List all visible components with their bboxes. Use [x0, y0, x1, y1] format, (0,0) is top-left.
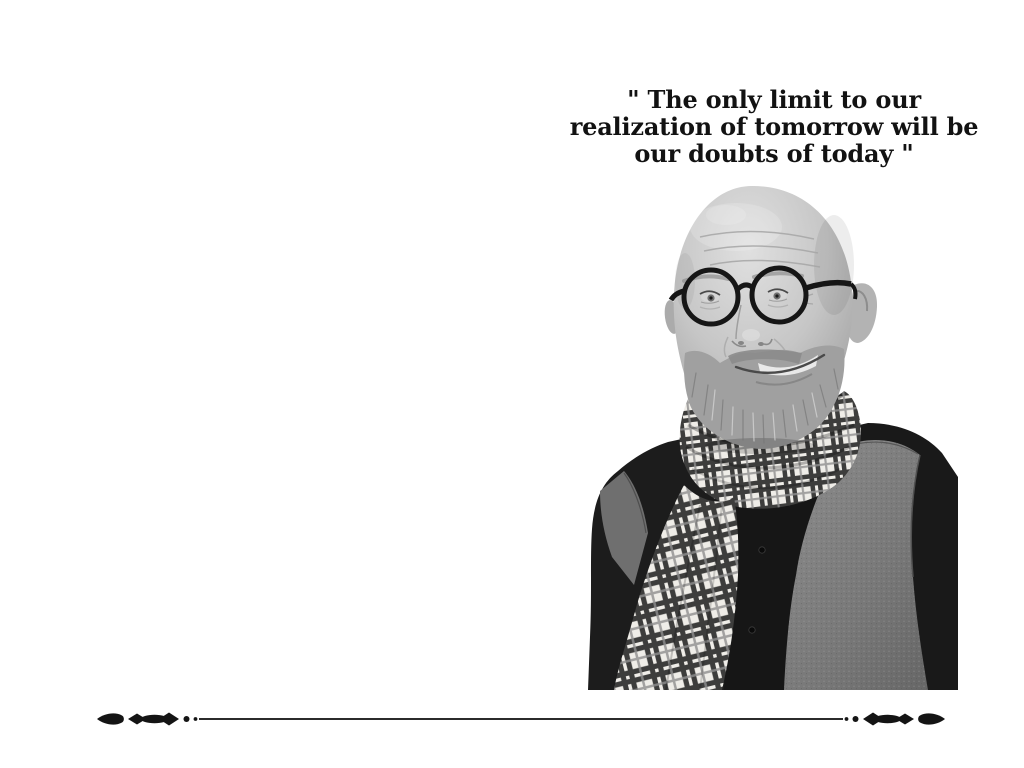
quote-line-1: " The only limit to our [627, 85, 921, 114]
portrait-image [588, 185, 958, 690]
quote-line-3: our doubts of today " [634, 139, 914, 168]
divider [95, 706, 947, 732]
divider-line [199, 718, 843, 720]
divider-finial-right-icon [845, 713, 945, 726]
divider-finial-left-icon [97, 713, 197, 726]
quote-line-2: realization of tomorrow will be [569, 112, 979, 141]
quote-text [554, 86, 994, 167]
